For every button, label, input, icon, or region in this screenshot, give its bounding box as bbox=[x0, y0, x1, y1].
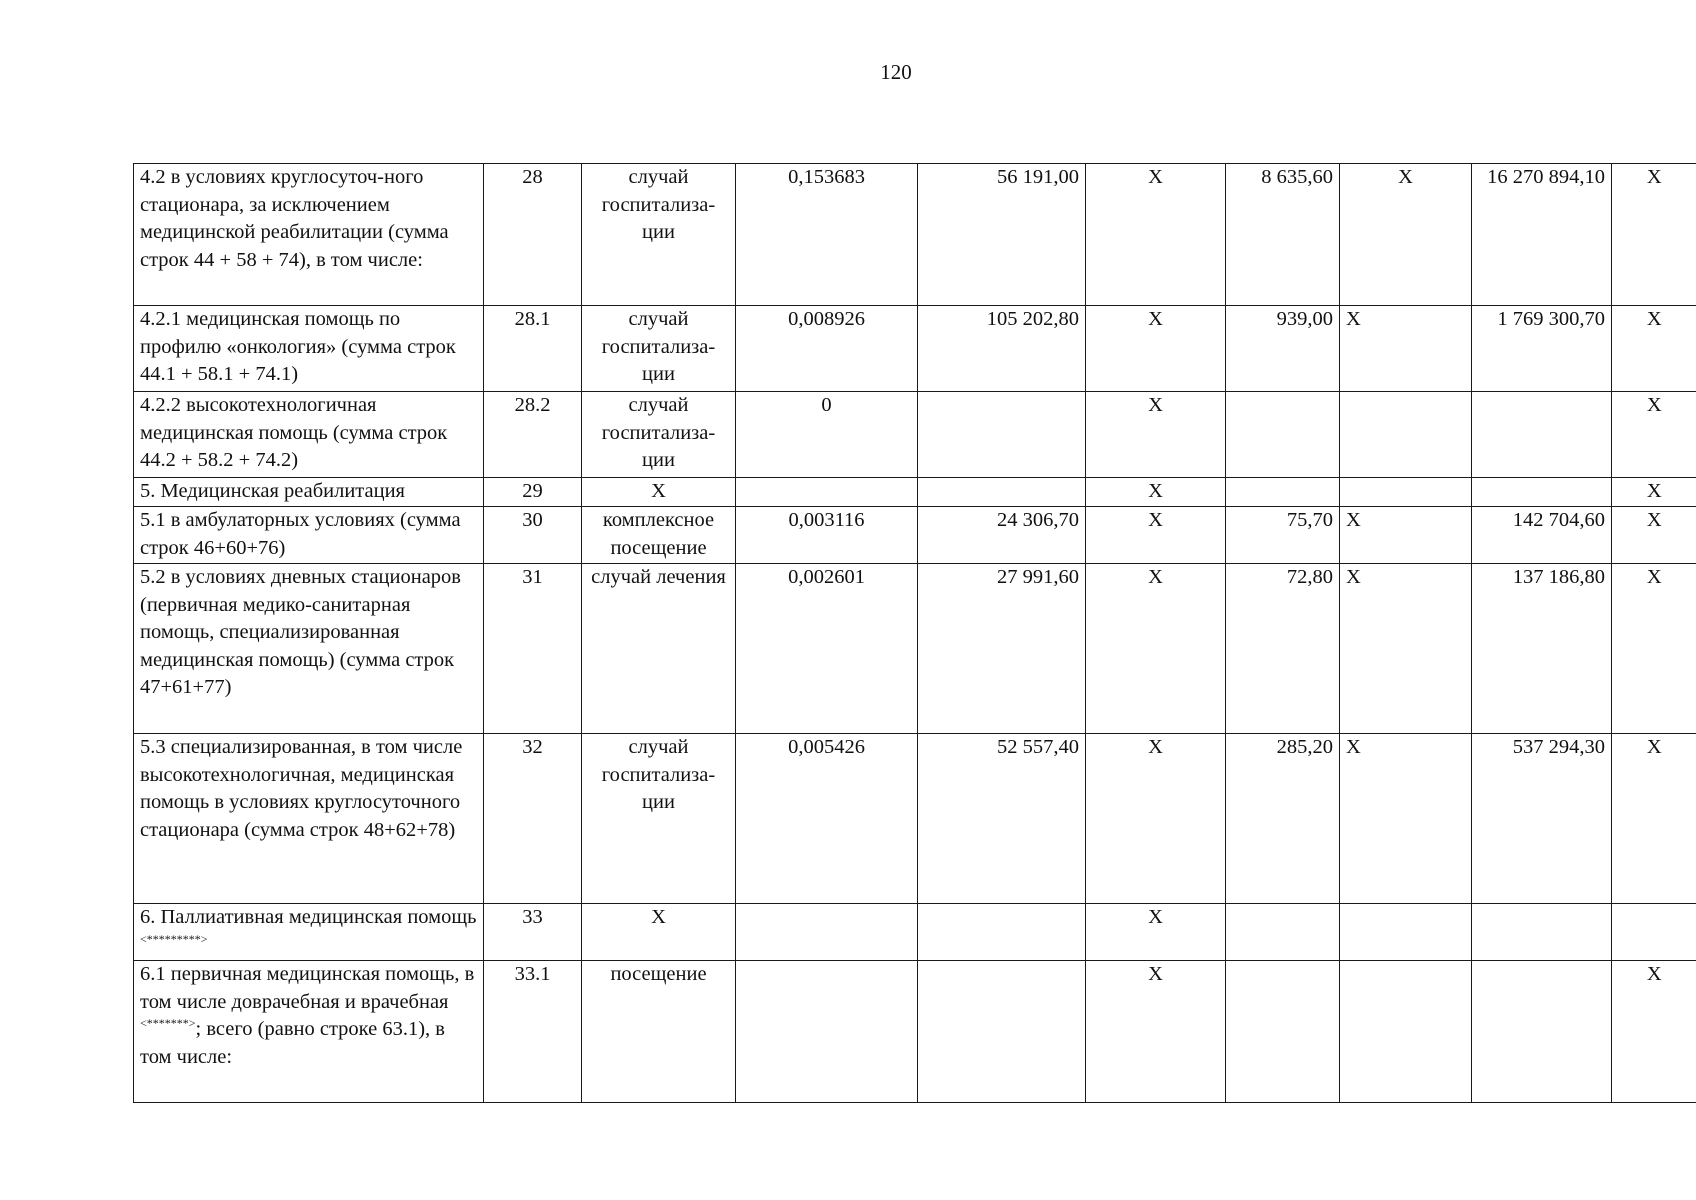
x-cell: X bbox=[1340, 306, 1472, 392]
norm-cell: 0,005426 bbox=[736, 734, 918, 904]
x-cell bbox=[1340, 392, 1472, 478]
x-cell: X bbox=[1612, 961, 1696, 1103]
unit-cell: случай госпитализа-ции bbox=[582, 306, 736, 392]
table-row bbox=[134, 961, 1696, 1103]
row-label: 4.2.2 высокотехнологичная медицинская помощь (сумма строк 44.2 + 58.2 + 74.2) bbox=[134, 392, 484, 478]
norm-cell bbox=[736, 961, 918, 1103]
unit-cell: X bbox=[582, 904, 736, 961]
table-row bbox=[134, 904, 1696, 961]
x-cell: X bbox=[1612, 734, 1696, 904]
row-label: 6. Паллиативная медицинская помощь <*********> bbox=[134, 904, 484, 961]
norm-cell bbox=[736, 478, 918, 507]
cost-cell bbox=[918, 904, 1086, 961]
per-capita-cell: 285,20 bbox=[1226, 734, 1340, 904]
cost-cell: 52 557,40 bbox=[918, 734, 1086, 904]
x-cell: X bbox=[1086, 478, 1226, 507]
x-cell: X bbox=[1612, 306, 1696, 392]
unit-cell: случай лечения bbox=[582, 564, 736, 734]
x-cell: X bbox=[1086, 564, 1226, 734]
total-cell bbox=[1472, 478, 1612, 507]
norm-cell: 0,002601 bbox=[736, 564, 918, 734]
cost-cell bbox=[918, 392, 1086, 478]
total-cell bbox=[1472, 392, 1612, 478]
norm-cell: 0,008926 bbox=[736, 306, 918, 392]
table-row bbox=[134, 564, 1696, 734]
x-cell bbox=[1340, 904, 1472, 961]
unit-cell: посещение bbox=[582, 961, 736, 1103]
footnote-marker: <*******> bbox=[140, 1016, 196, 1030]
x-cell: X bbox=[1086, 961, 1226, 1103]
row-label: 4.2 в условиях круглосуточ-ного стационара, за исключением медицинской реабилитации (сумма строк 44 + 58 + 74), в том числе: bbox=[134, 164, 484, 306]
x-cell: X bbox=[1340, 734, 1472, 904]
norm-cell: 0,153683 bbox=[736, 164, 918, 306]
row-label: 5.2 в условиях дневных стационаров (первичная медико-санитарная помощь, специализированная медицинская помощь) (сумма строк 47+61+77) bbox=[134, 564, 484, 734]
x-cell: X bbox=[1612, 564, 1696, 734]
table-row bbox=[134, 392, 1696, 478]
total-cell: 1 769 300,70 bbox=[1472, 306, 1612, 392]
footnote-marker: <*********> bbox=[140, 931, 208, 946]
per-capita-cell: 939,00 bbox=[1226, 306, 1340, 392]
row-code: 28.1 bbox=[484, 306, 582, 392]
x-cell: X bbox=[1086, 904, 1226, 961]
per-capita-cell: 72,80 bbox=[1226, 564, 1340, 734]
cost-cell: 105 202,80 bbox=[918, 306, 1086, 392]
table-row bbox=[134, 507, 1696, 564]
x-cell: X bbox=[1612, 507, 1696, 564]
row-code: 28.2 bbox=[484, 392, 582, 478]
x-cell bbox=[1340, 961, 1472, 1103]
norm-cell: 0 bbox=[736, 392, 918, 478]
table-row bbox=[134, 734, 1696, 904]
page-number: 120 bbox=[880, 60, 912, 84]
x-cell: X bbox=[1086, 306, 1226, 392]
data-table bbox=[133, 163, 1696, 1103]
norm-cell bbox=[736, 904, 918, 961]
norm-cell: 0,003116 bbox=[736, 507, 918, 564]
x-cell bbox=[1340, 478, 1472, 507]
cost-cell bbox=[918, 478, 1086, 507]
row-label: 4.2.1 медицинская помощь по профилю «онкология» (сумма строк 44.1 + 58.1 + 74.1) bbox=[134, 306, 484, 392]
row-code: 31 bbox=[484, 564, 582, 734]
unit-cell: X bbox=[582, 478, 736, 507]
table-row bbox=[134, 306, 1696, 392]
x-cell: X bbox=[1612, 478, 1696, 507]
per-capita-cell bbox=[1226, 392, 1340, 478]
cost-cell: 56 191,00 bbox=[918, 164, 1086, 306]
unit-cell: случай госпитализа-ции bbox=[582, 734, 736, 904]
per-capita-cell bbox=[1226, 904, 1340, 961]
total-cell bbox=[1472, 961, 1612, 1103]
row-code: 29 bbox=[484, 478, 582, 507]
row-code: 32 bbox=[484, 734, 582, 904]
row-code: 30 bbox=[484, 507, 582, 564]
total-cell: 137 186,80 bbox=[1472, 564, 1612, 734]
per-capita-cell: 75,70 bbox=[1226, 507, 1340, 564]
row-label: 5.3 специализированная, в том числе высокотехнологичная, медицинская помощь в условиях круглосуточного стационара (сумма строк 48+62+78) bbox=[134, 734, 484, 904]
table-body bbox=[134, 164, 1696, 1103]
row-code: 28 bbox=[484, 164, 582, 306]
total-cell: 16 270 894,10 bbox=[1472, 164, 1612, 306]
row-label: 5.1 в амбулаторных условиях (сумма строк 46+60+76) bbox=[134, 507, 484, 564]
table-row bbox=[134, 164, 1696, 306]
per-capita-cell bbox=[1226, 961, 1340, 1103]
unit-cell: комплексное посещение bbox=[582, 507, 736, 564]
row-label: 5. Медицинская реабилитация bbox=[134, 478, 484, 507]
cost-cell: 27 991,60 bbox=[918, 564, 1086, 734]
cost-cell: 24 306,70 bbox=[918, 507, 1086, 564]
unit-cell: случай госпитализа-ции bbox=[582, 392, 736, 478]
x-cell: X bbox=[1086, 507, 1226, 564]
cost-cell bbox=[918, 961, 1086, 1103]
row-label: 6.1 первичная медицинская помощь, в том числе доврачебная и врачебная <*******>; всего (равно строке 63.1), в том числе: bbox=[134, 961, 484, 1103]
x-cell: X bbox=[1086, 392, 1226, 478]
x-cell: X bbox=[1086, 164, 1226, 306]
x-cell: X bbox=[1340, 564, 1472, 734]
total-cell: 142 704,60 bbox=[1472, 507, 1612, 564]
x-cell: X bbox=[1340, 164, 1472, 306]
unit-cell: случай госпитализа-ции bbox=[582, 164, 736, 306]
total-cell: 537 294,30 bbox=[1472, 734, 1612, 904]
row-code: 33 bbox=[484, 904, 582, 961]
x-cell: X bbox=[1340, 507, 1472, 564]
per-capita-cell bbox=[1226, 478, 1340, 507]
x-cell: X bbox=[1612, 392, 1696, 478]
per-capita-cell: 8 635,60 bbox=[1226, 164, 1340, 306]
x-cell bbox=[1612, 904, 1696, 961]
row-code: 33.1 bbox=[484, 961, 582, 1103]
x-cell: X bbox=[1612, 164, 1696, 306]
x-cell: X bbox=[1086, 734, 1226, 904]
table-row bbox=[134, 478, 1696, 507]
total-cell bbox=[1472, 904, 1612, 961]
